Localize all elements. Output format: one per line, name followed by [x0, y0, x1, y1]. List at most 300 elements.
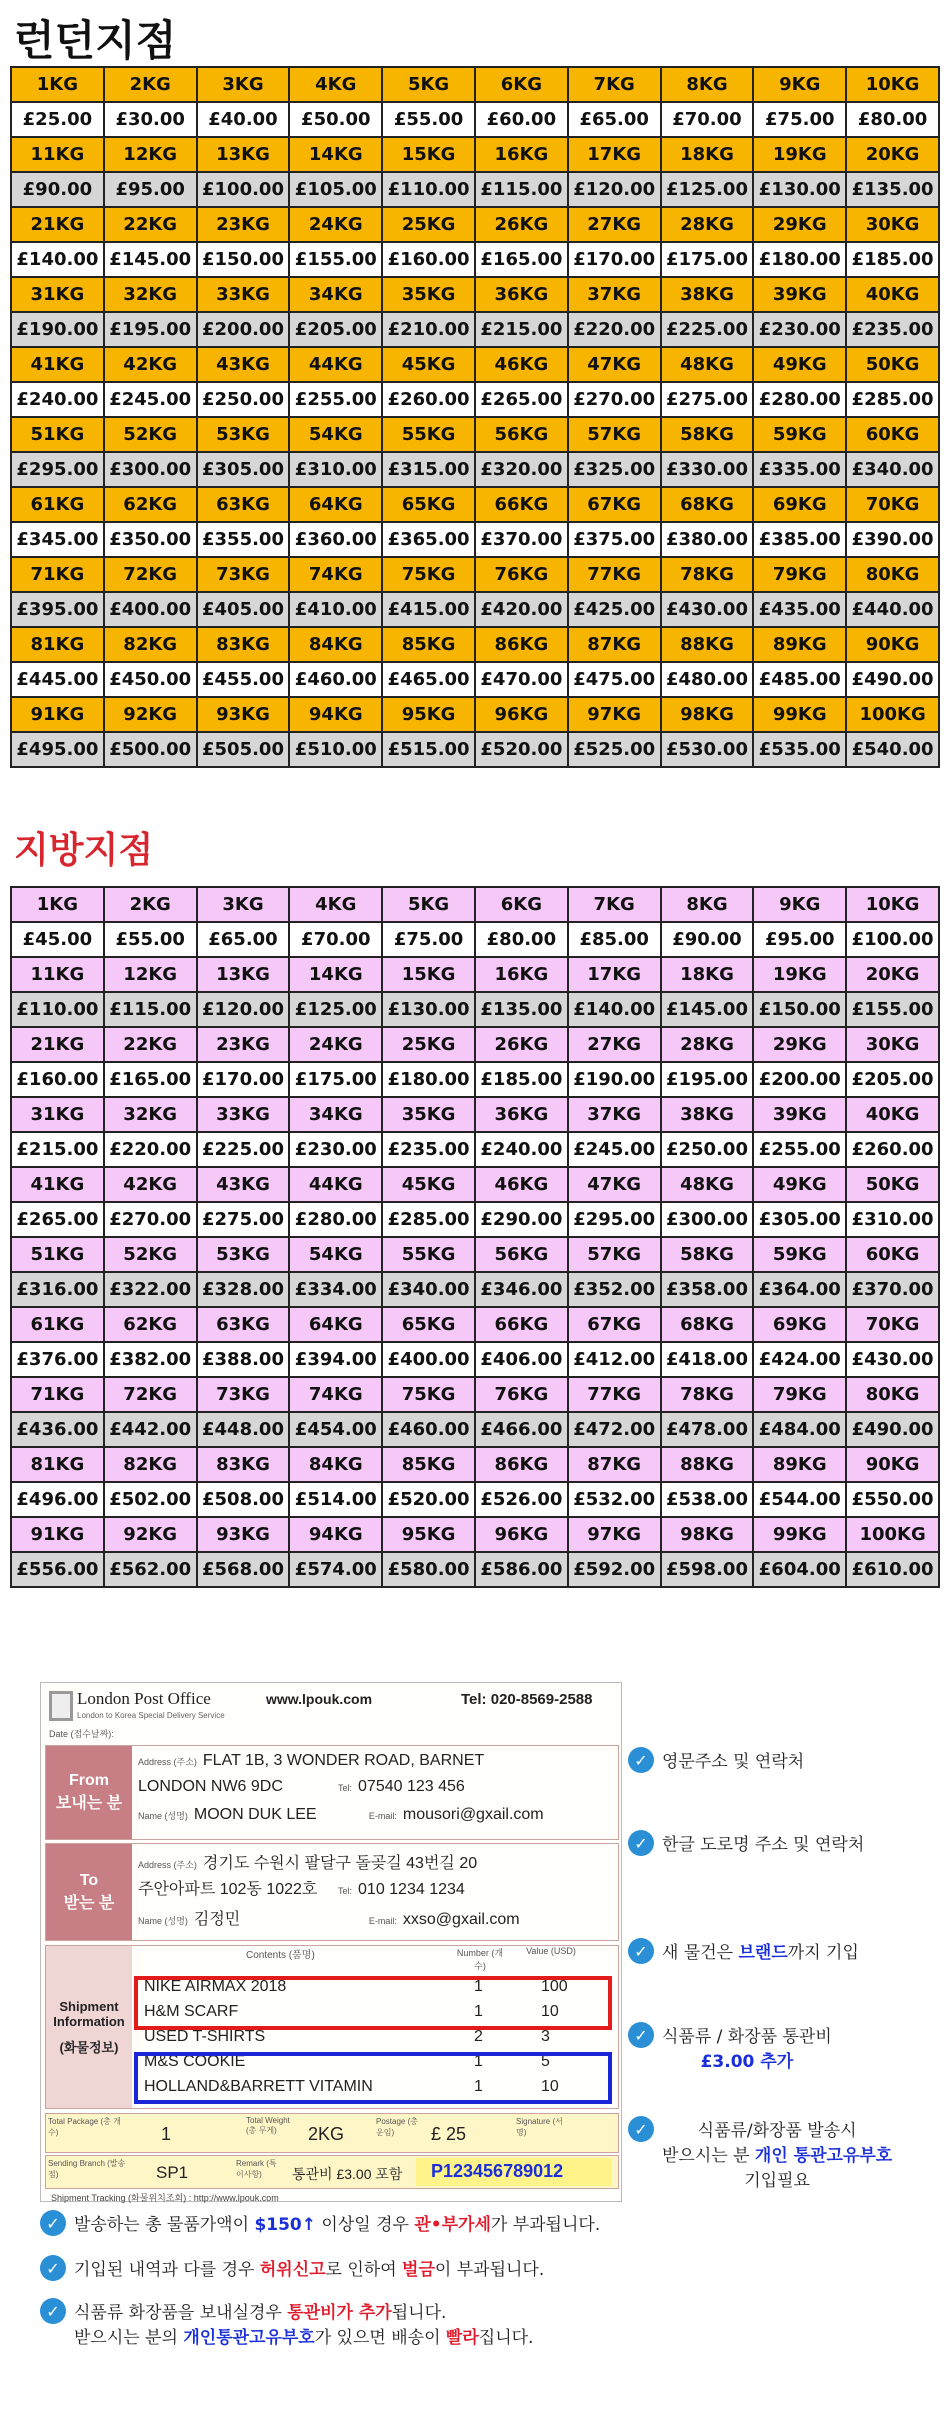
price-cell: £435.00 — [753, 592, 846, 627]
price-cell: £450.00 — [104, 662, 197, 697]
check-icon: ✓ — [628, 1938, 654, 1964]
price-cell: £448.00 — [197, 1412, 290, 1447]
weight-cell: 60KG — [846, 417, 939, 452]
weight-cell: 84KG — [289, 627, 382, 662]
price-row — [11, 1132, 939, 1167]
branch-label: Sending Branch (발송점) — [48, 2159, 126, 2179]
price-cell: £230.00 — [753, 312, 846, 347]
price-cell: £65.00 — [197, 922, 290, 957]
price-cell: £30.00 — [104, 102, 197, 137]
price-cell: £322.00 — [104, 1272, 197, 1307]
weight-cell: 85KG — [382, 627, 475, 662]
check-icon: ✓ — [628, 1830, 654, 1856]
price-cell: £445.00 — [11, 662, 104, 697]
lpo-logo-icon — [49, 1691, 73, 1721]
weight-cell: 28KG — [661, 1027, 754, 1062]
weight-row — [11, 417, 939, 452]
to-email: xxso@gxail.com — [402, 1911, 520, 1928]
price-cell: £155.00 — [289, 242, 382, 277]
weight-cell: 69KG — [753, 487, 846, 522]
weight-cell: 53KG — [197, 417, 290, 452]
form-date-label: Date (접수날짜): — [49, 1729, 114, 1739]
weight-cell: 98KG — [661, 697, 754, 732]
price-row — [11, 732, 939, 767]
weight-cell: 62KG — [104, 1307, 197, 1342]
weight-cell: 3KG — [197, 67, 290, 102]
weight-cell: 95KG — [382, 697, 475, 732]
price-cell: £65.00 — [568, 102, 661, 137]
weight-cell: 52KG — [104, 1237, 197, 1272]
price-cell: £85.00 — [568, 922, 661, 957]
weight-cell: 28KG — [661, 207, 754, 242]
price-cell: £215.00 — [475, 312, 568, 347]
price-cell: £406.00 — [475, 1342, 568, 1377]
price-cell: £465.00 — [382, 662, 475, 697]
price-cell: £538.00 — [661, 1482, 754, 1517]
bottom-note-2-hl1: 허위신고 — [259, 2260, 326, 2280]
weight-cell: 76KG — [475, 557, 568, 592]
weight-cell: 44KG — [289, 1167, 382, 1202]
form-site: www.lpouk.com — [266, 1691, 373, 1707]
price-cell: £280.00 — [289, 1202, 382, 1237]
weight-cell: 18KG — [661, 137, 754, 172]
weight-cell: 79KG — [753, 1377, 846, 1412]
weight-cell: 82KG — [104, 1447, 197, 1482]
weight-cell: 40KG — [846, 277, 939, 312]
weight-cell: 11KG — [11, 957, 104, 992]
price-cell: £400.00 — [104, 592, 197, 627]
side-note-1-text: 영문주소 및 연락처 — [662, 1752, 805, 1772]
side-note-3 — [628, 1938, 859, 1964]
to-name-label: Name (성명) — [138, 1916, 188, 1926]
weight-cell: 31KG — [11, 1097, 104, 1132]
weight-cell: 81KG — [11, 627, 104, 662]
price-cell: £50.00 — [289, 102, 382, 137]
price-cell: £495.00 — [11, 732, 104, 767]
item-name: H&M SCARF — [144, 2003, 239, 2020]
price-cell: £210.00 — [382, 312, 475, 347]
weight-cell: 57KG — [568, 417, 661, 452]
price-cell: £315.00 — [382, 452, 475, 487]
weight-cell: 21KG — [11, 207, 104, 242]
price-cell: £320.00 — [475, 452, 568, 487]
item-number: 1 — [474, 2003, 483, 2020]
weight-cell: 55KG — [382, 1237, 475, 1272]
weight-cell: 92KG — [104, 1517, 197, 1552]
price-cell: £316.00 — [11, 1272, 104, 1307]
price-cell: £550.00 — [846, 1482, 939, 1517]
weight-row — [11, 1517, 939, 1552]
price-cell: £270.00 — [104, 1202, 197, 1237]
price-cell: £135.00 — [846, 172, 939, 207]
side-note-2-text: 한글 도로명 주소 및 연락처 — [662, 1835, 865, 1855]
bottom-note-3-l1-pre: 식품류 화장품을 보내실경우 — [74, 2303, 288, 2323]
side-note-3-hl: 브랜드 — [738, 1943, 788, 1963]
from-name-label: Name (성명) — [138, 1811, 188, 1821]
price-cell: £460.00 — [289, 662, 382, 697]
price-cell: £345.00 — [11, 522, 104, 557]
price-cell: £478.00 — [661, 1412, 754, 1447]
price-cell: £385.00 — [753, 522, 846, 557]
price-cell: £225.00 — [197, 1132, 290, 1167]
price-cell: £275.00 — [197, 1202, 290, 1237]
price-cell: £365.00 — [382, 522, 475, 557]
total-package-label: Total Package (총 개수) — [48, 2117, 121, 2137]
weight-cell: 61KG — [11, 1307, 104, 1342]
price-cell: £535.00 — [753, 732, 846, 767]
weight-cell: 74KG — [289, 1377, 382, 1412]
price-cell: £240.00 — [475, 1132, 568, 1167]
weight-cell: 5KG — [382, 67, 475, 102]
bottom-note-1-hl2: 관•부가세 — [414, 2215, 491, 2235]
form-brand-sub: London to Korea Special Delivery Service — [77, 1711, 225, 1720]
weight-cell: 16KG — [475, 137, 568, 172]
price-cell: £496.00 — [11, 1482, 104, 1517]
price-cell: £526.00 — [475, 1482, 568, 1517]
weight-cell: 33KG — [197, 277, 290, 312]
price-cell: £430.00 — [846, 1342, 939, 1377]
form-tel: Tel: 020-8569-2588 — [461, 1691, 593, 1708]
bottom-note-3 — [40, 2298, 533, 2348]
branch: SP1 — [156, 2163, 189, 2182]
price-cell: £60.00 — [475, 102, 568, 137]
price-cell: £598.00 — [661, 1552, 754, 1587]
weight-cell: 91KG — [11, 1517, 104, 1552]
weight-row — [11, 1307, 939, 1342]
price-row — [11, 592, 939, 627]
bottom-note-1-post: 가 부과됩니다. — [490, 2215, 601, 2235]
check-icon: ✓ — [628, 1747, 654, 1773]
check-icon: ✓ — [628, 2116, 654, 2142]
price-cell: £350.00 — [104, 522, 197, 557]
price-cell: £175.00 — [661, 242, 754, 277]
weight-cell: 64KG — [289, 487, 382, 522]
price-cell: £334.00 — [289, 1272, 382, 1307]
weight-cell: 63KG — [197, 487, 290, 522]
price-cell: £475.00 — [568, 662, 661, 697]
from-tel-label: Tel: — [338, 1783, 353, 1793]
weight-cell: 29KG — [753, 1027, 846, 1062]
weight-cell: 77KG — [568, 1377, 661, 1412]
price-cell: £145.00 — [661, 992, 754, 1027]
branch-row — [45, 2155, 619, 2189]
remark-label: Remark (특이사항) — [236, 2159, 277, 2179]
price-cell: £295.00 — [568, 1202, 661, 1237]
to-name: 김정민 — [193, 1911, 241, 1928]
price-cell: £150.00 — [753, 992, 846, 1027]
price-cell: £472.00 — [568, 1412, 661, 1447]
price-row — [11, 1552, 939, 1587]
price-row — [11, 1272, 939, 1307]
sample-shipping-form — [40, 1682, 622, 2202]
item-number: 2 — [474, 2028, 483, 2045]
check-icon: ✓ — [40, 2210, 66, 2236]
weight-cell: 93KG — [197, 1517, 290, 1552]
weight-cell: 90KG — [846, 627, 939, 662]
weight-cell: 69KG — [753, 1307, 846, 1342]
price-cell: £170.00 — [568, 242, 661, 277]
price-cell: £310.00 — [846, 1202, 939, 1237]
weight-cell: 36KG — [475, 1097, 568, 1132]
price-cell: £165.00 — [475, 242, 568, 277]
price-cell: £410.00 — [289, 592, 382, 627]
weight-cell: 46KG — [475, 347, 568, 382]
weight-row — [11, 137, 939, 172]
price-cell: £514.00 — [289, 1482, 382, 1517]
price-cell: £220.00 — [568, 312, 661, 347]
price-cell: £245.00 — [568, 1132, 661, 1167]
item-name: HOLLAND&BARRETT VITAMIN — [144, 2078, 373, 2095]
price-cell: £358.00 — [661, 1272, 754, 1307]
total-weight: 2KG — [308, 2124, 345, 2144]
price-cell: £250.00 — [661, 1132, 754, 1167]
price-cell: £190.00 — [11, 312, 104, 347]
side-note-5-line2-pre: 받으시는 분 — [662, 2146, 755, 2166]
weight-cell: 78KG — [661, 1377, 754, 1412]
weight-cell: 6KG — [475, 887, 568, 922]
weight-cell: 32KG — [104, 1097, 197, 1132]
price-cell: £420.00 — [475, 592, 568, 627]
price-cell: £125.00 — [289, 992, 382, 1027]
side-note-4 — [628, 2022, 832, 2072]
side-note-5-line3: 기입필요 — [744, 2171, 810, 2191]
price-cell: £382.00 — [104, 1342, 197, 1377]
weight-cell: 4KG — [289, 887, 382, 922]
weight-cell: 78KG — [661, 557, 754, 592]
form-header — [41, 1683, 621, 1743]
weight-cell: 2KG — [104, 887, 197, 922]
price-row — [11, 382, 939, 417]
item-number: 1 — [474, 2053, 483, 2070]
weight-cell: 36KG — [475, 277, 568, 312]
price-cell: £115.00 — [104, 992, 197, 1027]
weight-cell: 62KG — [104, 487, 197, 522]
weight-cell: 71KG — [11, 1377, 104, 1412]
price-cell: £115.00 — [475, 172, 568, 207]
price-cell: £100.00 — [197, 172, 290, 207]
weight-cell: 41KG — [11, 1167, 104, 1202]
weight-cell: 42KG — [104, 347, 197, 382]
price-cell: £160.00 — [11, 1062, 104, 1097]
weight-cell: 4KG — [289, 67, 382, 102]
weight-cell: 87KG — [568, 1447, 661, 1482]
weight-cell: 17KG — [568, 137, 661, 172]
weight-cell: 79KG — [753, 557, 846, 592]
weight-cell: 90KG — [846, 1447, 939, 1482]
weight-cell: 63KG — [197, 1307, 290, 1342]
item-name: NIKE AIRMAX 2018 — [144, 1978, 287, 1995]
weight-cell: 14KG — [289, 957, 382, 992]
price-cell: £260.00 — [382, 382, 475, 417]
weight-cell: 22KG — [104, 207, 197, 242]
price-cell: £140.00 — [11, 242, 104, 277]
price-cell: £95.00 — [104, 172, 197, 207]
total-weight-label: Total Weight (총 무게) — [246, 2116, 290, 2135]
price-cell: £405.00 — [197, 592, 290, 627]
price-cell: £180.00 — [382, 1062, 475, 1097]
price-cell: £70.00 — [289, 922, 382, 957]
tracking-code: P123456789012 — [431, 2161, 564, 2181]
price-cell: £145.00 — [104, 242, 197, 277]
price-cell: £235.00 — [846, 312, 939, 347]
weight-cell: 3KG — [197, 887, 290, 922]
weight-cell: 92KG — [104, 697, 197, 732]
side-note-4-line2: £3.00 추가 — [700, 2052, 794, 2072]
weight-cell: 45KG — [382, 1167, 475, 1202]
weight-cell: 54KG — [289, 1237, 382, 1272]
item-number: 1 — [474, 2078, 483, 2095]
price-cell: £310.00 — [289, 452, 382, 487]
price-cell: £364.00 — [753, 1272, 846, 1307]
weight-cell: 68KG — [661, 1307, 754, 1342]
weight-cell: 27KG — [568, 207, 661, 242]
from-address-1: FLAT 1B, 3 WONDER ROAD, BARNET — [202, 1752, 485, 1769]
weight-cell: 43KG — [197, 1167, 290, 1202]
price-cell: £375.00 — [568, 522, 661, 557]
weight-cell: 9KG — [753, 887, 846, 922]
price-cell: £592.00 — [568, 1552, 661, 1587]
weight-cell: 25KG — [382, 1027, 475, 1062]
price-cell: £466.00 — [475, 1412, 568, 1447]
side-note-4-line1: 식품류 / 화장품 통관비 — [662, 2027, 832, 2047]
food-cosmetics-highlight-box — [134, 2052, 612, 2104]
weight-cell: 81KG — [11, 1447, 104, 1482]
price-cell: £355.00 — [197, 522, 290, 557]
weight-cell: 88KG — [661, 1447, 754, 1482]
price-cell: £586.00 — [475, 1552, 568, 1587]
totals-row — [45, 2113, 619, 2153]
weight-cell: 23KG — [197, 1027, 290, 1062]
weight-cell: 46KG — [475, 1167, 568, 1202]
price-cell: £305.00 — [197, 452, 290, 487]
weight-cell: 38KG — [661, 1097, 754, 1132]
weight-cell: 50KG — [846, 347, 939, 382]
item-value: 100 — [541, 1978, 568, 1995]
weight-cell: 91KG — [11, 697, 104, 732]
weight-cell: 89KG — [753, 1447, 846, 1482]
price-cell: £240.00 — [11, 382, 104, 417]
price-cell: £195.00 — [661, 1062, 754, 1097]
weight-cell: 75KG — [382, 557, 475, 592]
price-cell: £532.00 — [568, 1482, 661, 1517]
price-cell: £255.00 — [289, 382, 382, 417]
weight-cell: 25KG — [382, 207, 475, 242]
price-row — [11, 1412, 939, 1447]
price-cell: £525.00 — [568, 732, 661, 767]
price-cell: £400.00 — [382, 1342, 475, 1377]
price-row — [11, 922, 939, 957]
price-cell: £508.00 — [197, 1482, 290, 1517]
price-cell: £105.00 — [289, 172, 382, 207]
weight-cell: 45KG — [382, 347, 475, 382]
remark: 통관비 £3.00 포함 — [292, 2166, 403, 2182]
price-cell: £285.00 — [846, 382, 939, 417]
price-cell: £424.00 — [753, 1342, 846, 1377]
bottom-note-3-l1-post: 됩니다. — [391, 2303, 447, 2323]
weight-cell: 15KG — [382, 957, 475, 992]
item-value: 10 — [541, 2078, 559, 2095]
weight-cell: 37KG — [568, 277, 661, 312]
weight-cell: 16KG — [475, 957, 568, 992]
price-cell: £220.00 — [104, 1132, 197, 1167]
from-address-2: LONDON NW6 9DC — [138, 1778, 283, 1795]
weight-cell: 88KG — [661, 627, 754, 662]
weight-cell: 82KG — [104, 627, 197, 662]
bottom-note-3-l1-hl: 통관비가 추가 — [287, 2303, 392, 2323]
price-cell: £270.00 — [568, 382, 661, 417]
price-cell: £75.00 — [382, 922, 475, 957]
price-cell: £376.00 — [11, 1342, 104, 1377]
side-note-5-line2-hl: 개인 통관고유부호 — [754, 2146, 893, 2166]
bottom-note-2-mid: 로 인하여 — [325, 2260, 403, 2280]
weight-row — [11, 1097, 939, 1132]
price-row — [11, 1062, 939, 1097]
weight-cell: 70KG — [846, 487, 939, 522]
price-cell: £325.00 — [568, 452, 661, 487]
price-cell: £285.00 — [382, 1202, 475, 1237]
price-cell: £436.00 — [11, 1412, 104, 1447]
price-cell: £490.00 — [846, 662, 939, 697]
weight-cell: 58KG — [661, 1237, 754, 1272]
price-cell: £140.00 — [568, 992, 661, 1027]
price-cell: £530.00 — [661, 732, 754, 767]
weight-cell: 12KG — [104, 137, 197, 172]
price-cell: £250.00 — [197, 382, 290, 417]
price-cell: £215.00 — [11, 1132, 104, 1167]
price-cell: £480.00 — [661, 662, 754, 697]
price-cell: £440.00 — [846, 592, 939, 627]
price-cell: £520.00 — [475, 732, 568, 767]
price-cell: £520.00 — [382, 1482, 475, 1517]
price-cell: £175.00 — [289, 1062, 382, 1097]
weight-cell: 64KG — [289, 1307, 382, 1342]
check-icon: ✓ — [628, 2022, 654, 2048]
weight-row — [11, 487, 939, 522]
weight-cell: 10KG — [846, 887, 939, 922]
price-cell: £395.00 — [11, 592, 104, 627]
price-cell: £370.00 — [475, 522, 568, 557]
weight-cell: 43KG — [197, 347, 290, 382]
price-row — [11, 1482, 939, 1517]
price-cell: £135.00 — [475, 992, 568, 1027]
price-cell: £340.00 — [846, 452, 939, 487]
weight-cell: 70KG — [846, 1307, 939, 1342]
price-cell: £55.00 — [104, 922, 197, 957]
price-cell: £580.00 — [382, 1552, 475, 1587]
weight-cell: 13KG — [197, 137, 290, 172]
weight-cell: 38KG — [661, 277, 754, 312]
price-cell: £265.00 — [475, 382, 568, 417]
weight-row — [11, 697, 939, 732]
weight-row — [11, 1027, 939, 1062]
weight-cell: 94KG — [289, 1517, 382, 1552]
price-cell: £415.00 — [382, 592, 475, 627]
weight-cell: 86KG — [475, 627, 568, 662]
price-cell: £574.00 — [289, 1552, 382, 1587]
price-cell: £485.00 — [753, 662, 846, 697]
weight-cell: 20KG — [846, 137, 939, 172]
price-cell: £328.00 — [197, 1272, 290, 1307]
weight-cell: 49KG — [753, 1167, 846, 1202]
weight-cell: 1KG — [11, 887, 104, 922]
price-cell: £568.00 — [197, 1552, 290, 1587]
weight-row — [11, 347, 939, 382]
to-address-label: Address (주소) — [138, 1860, 197, 1870]
weight-cell: 74KG — [289, 557, 382, 592]
weight-cell: 24KG — [289, 207, 382, 242]
weight-cell: 94KG — [289, 697, 382, 732]
price-cell: £418.00 — [661, 1342, 754, 1377]
